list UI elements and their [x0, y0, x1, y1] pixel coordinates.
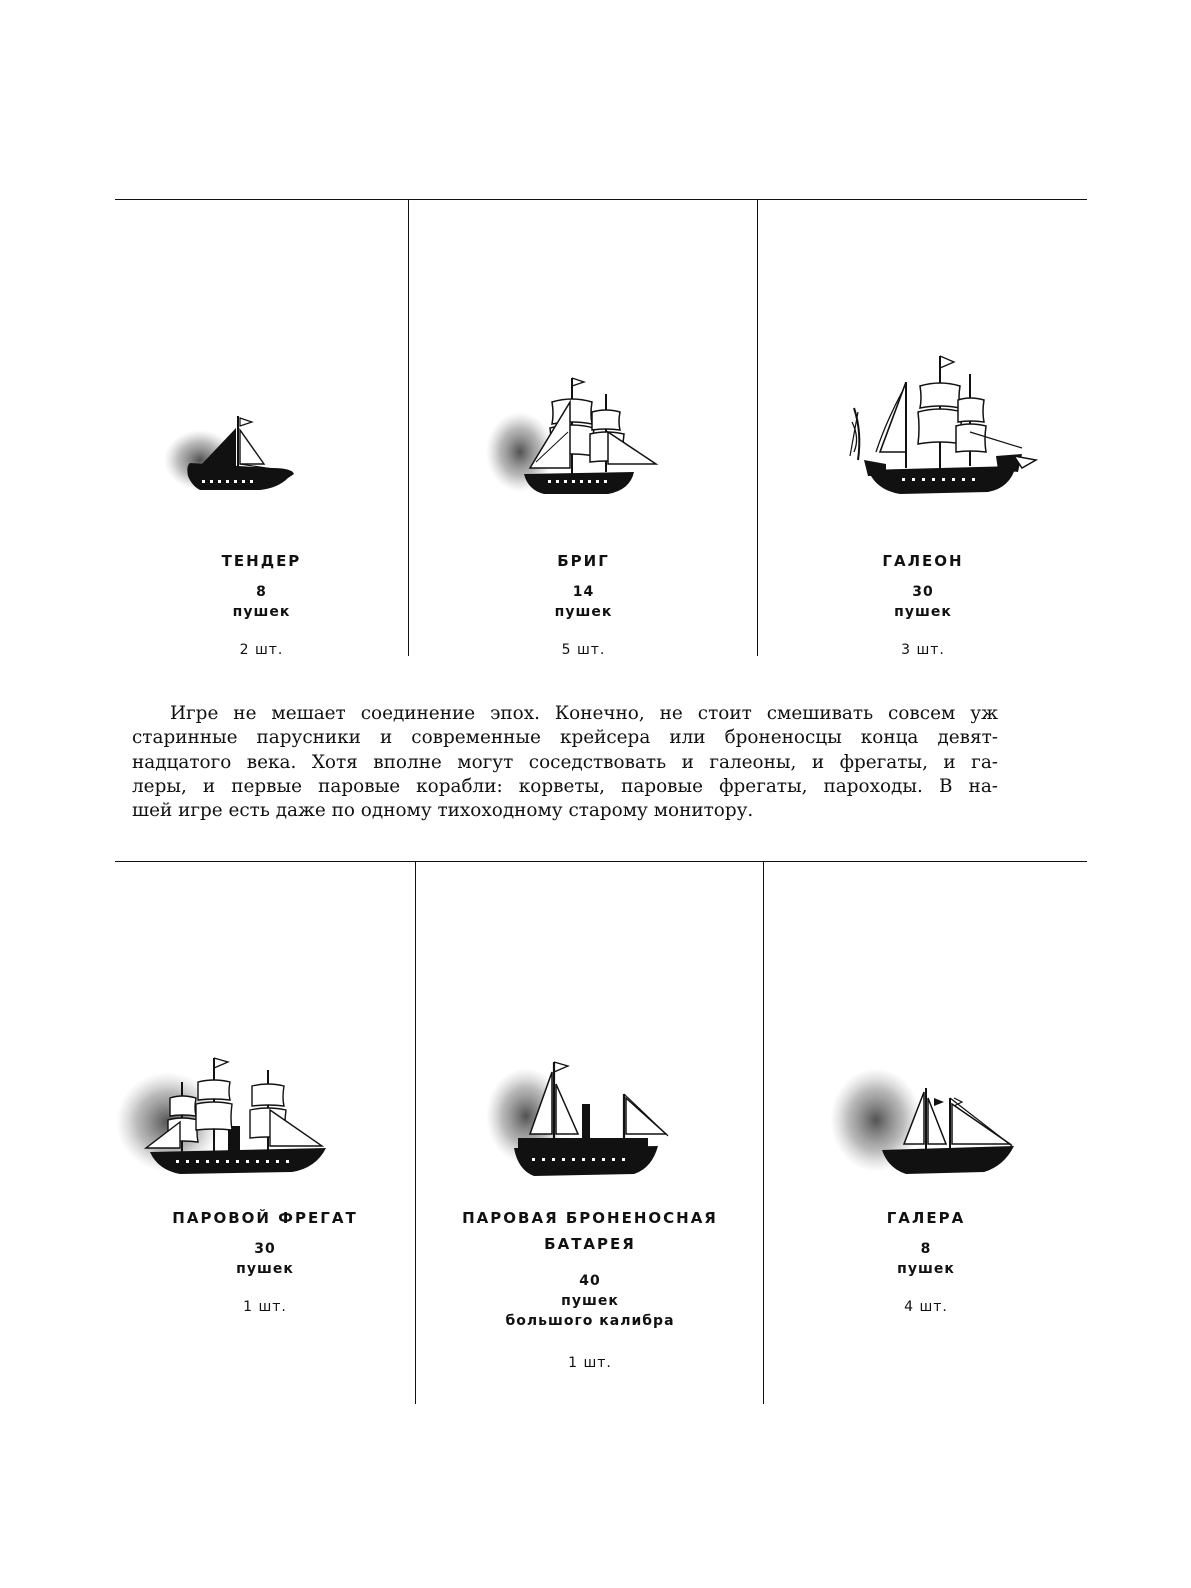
ship-name-line1: ПАРОВАЯ БРОНЕНОСНАЯ: [462, 1209, 718, 1227]
galleon-ship-icon: [846, 352, 1041, 504]
paragraph-line: надцатого века. Хотя вполне могут соседствовать и галеоны, и фрегаты, и га-: [132, 751, 998, 773]
top-column-divider-2: [757, 200, 758, 656]
paragraph-line: леры, и первые паровые корабли: корветы, паровые фрегаты, пароходы. В на-: [132, 775, 998, 797]
guns-count: 8: [256, 584, 267, 600]
guns-label: пушек: [232, 604, 291, 620]
ship-quantity: 2 шт.: [239, 642, 284, 658]
tender-ship-icon: [160, 408, 300, 500]
bottom-column-divider-2: [763, 862, 764, 1404]
guns-count: 8: [920, 1241, 932, 1257]
guns-label: пушек: [894, 604, 952, 620]
ship-name: ГАЛЕРА: [886, 1209, 966, 1227]
ship-name: ТЕНДЕР: [221, 552, 302, 570]
bottom-table-rule: [115, 861, 1087, 862]
ship-quantity: 3 шт.: [901, 642, 945, 658]
guns-count: 40: [579, 1273, 601, 1289]
steam-frigate-ship-icon: [116, 1052, 331, 1182]
guns-label: пушек: [561, 1293, 619, 1309]
ship-name: БРИГ: [557, 552, 610, 570]
guns-count: 30: [254, 1241, 276, 1257]
bottom-column-divider-1: [415, 862, 416, 1404]
ship-name-line2: БАТАРЕЯ: [544, 1235, 636, 1253]
top-column-divider-1: [408, 200, 409, 656]
paragraph-line: старинные парусники и современные крейсера или броненосцы конца девят-: [132, 727, 998, 749]
body-paragraph: [132, 702, 998, 823]
galley-ship-icon: [826, 1058, 1021, 1184]
guns-label: пушек: [554, 604, 613, 620]
paragraph-line: шей игре есть даже по одному тихоходному старому монитору.: [132, 800, 754, 822]
top-table-rule: [115, 199, 1087, 200]
ship-name: ПАРОВОЙ ФРЕГАТ: [172, 1209, 358, 1227]
guns-count: 30: [912, 584, 934, 600]
ship-quantity: 1 шт.: [568, 1355, 612, 1371]
armored-battery-ship-icon: [484, 1054, 674, 1184]
guns-count: 14: [572, 584, 595, 600]
paragraph-line: Игре не мешает соединение эпох. Конечно, не стоит смешивать совсем уж: [170, 703, 998, 724]
guns-label: пушек: [897, 1261, 955, 1277]
ship-quantity: 1 шт.: [243, 1299, 287, 1315]
ship-name: ГАЛЕОН: [882, 552, 964, 570]
guns-label: пушек: [236, 1261, 294, 1277]
ship-quantity: 4 шт.: [904, 1299, 948, 1315]
brig-ship-icon: [484, 372, 664, 502]
ship-quantity: 5 шт.: [561, 642, 606, 658]
guns-note: большого калибра: [505, 1313, 675, 1329]
